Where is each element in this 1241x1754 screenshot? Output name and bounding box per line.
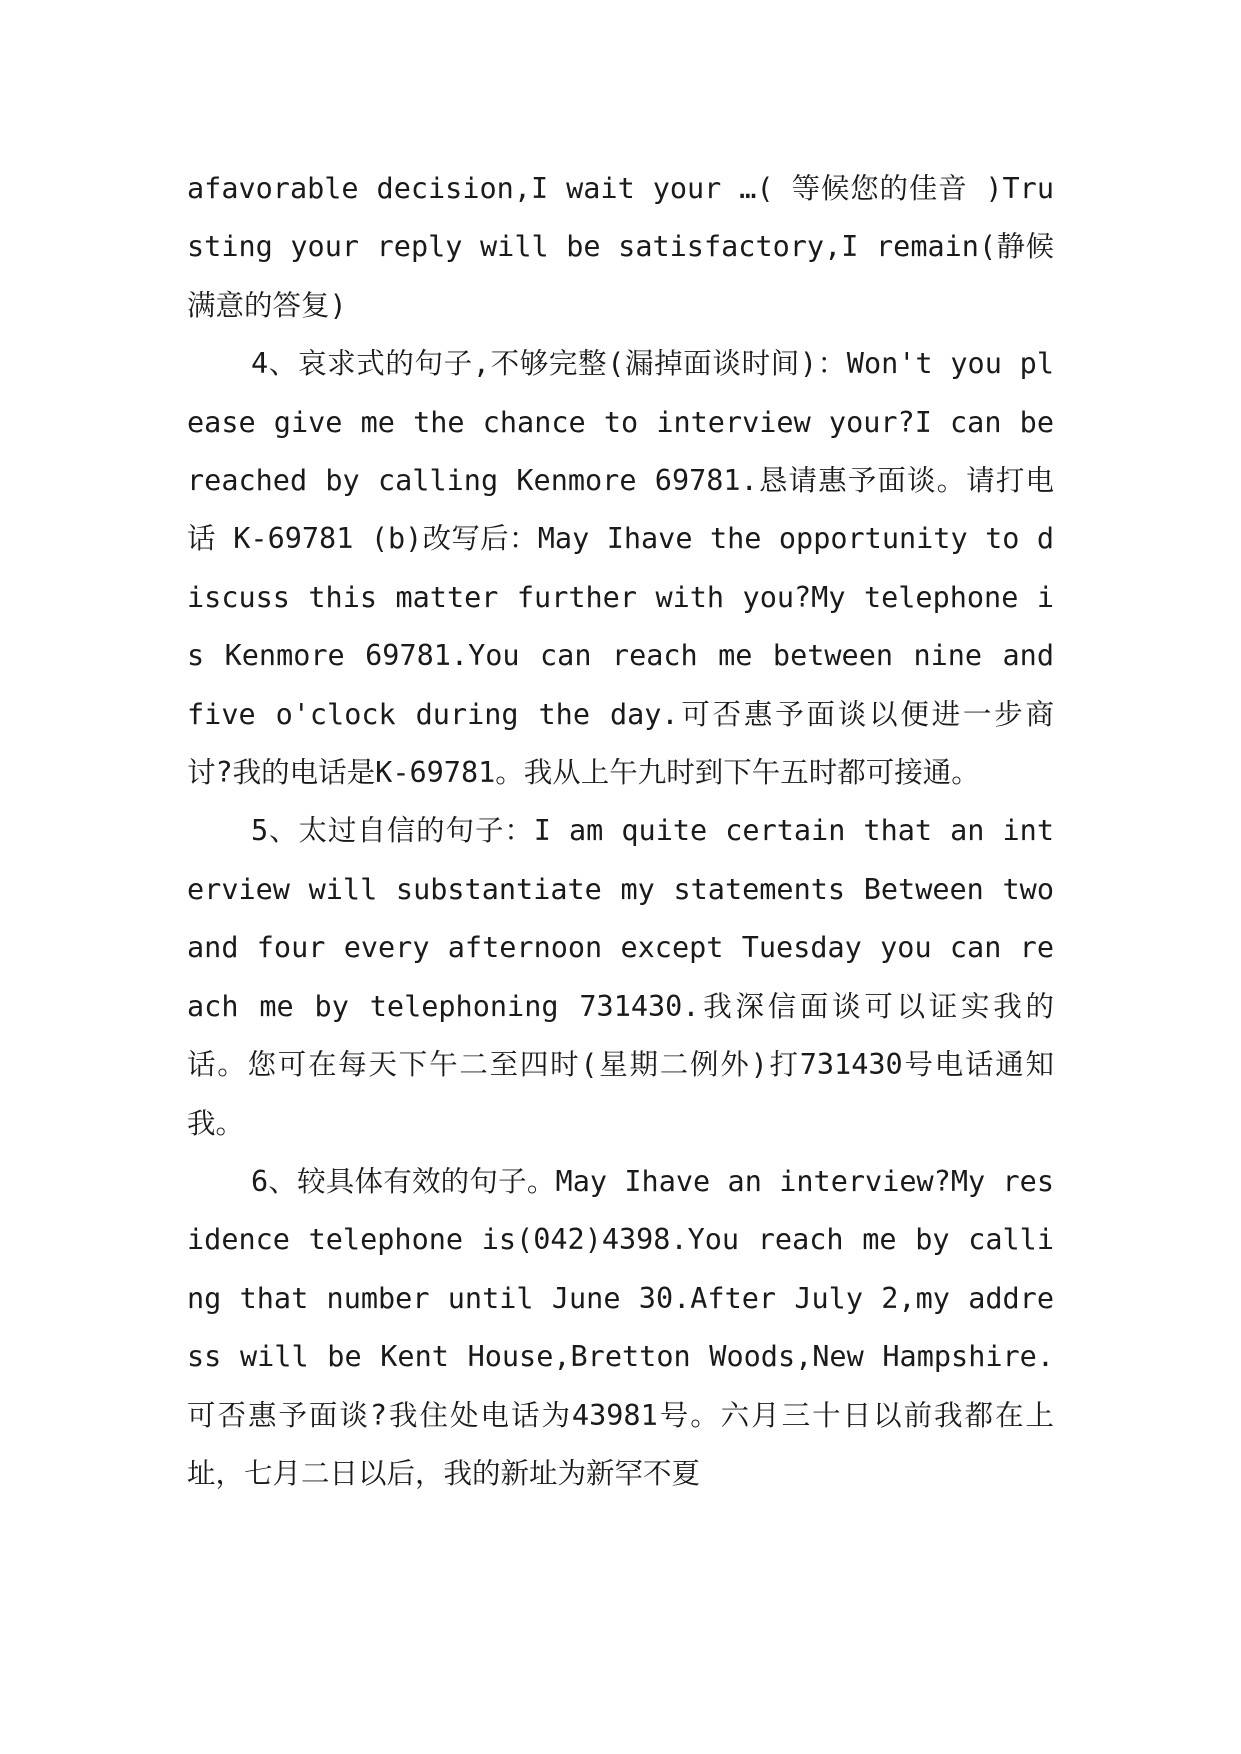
paragraph-item-4: 4、哀求式的句子,不够完整(漏掉面谈时间)：Won't you please give me the chance to interview your?I can be reached by calling Kenmore 69781.恳请惠予面谈。请打电话 K-69781 (b)改写后：May Ihave the opportunity to discuss this matter further with you?My telephone is Kenmore 69781.You can reach me between nine and five o'clock during the day.可否惠予面谈以便进一步商讨?我的电话是K-69781。我从上午九时到下午五时都可接通。 — [187, 347, 1054, 790]
paragraph-item-6: 6、较具体有效的句子。May Ihave an interview?My residence telephone is(042)4398.You reach me by calling that number until June 30.After July 2,my address will be Kent House,Bretton Woods,New Hampshire.可否惠予面谈?我住处电话为43981号。六月三十日以前我都在上址，七月二日以后，我的新址为新罕不夏 — [187, 1164, 1054, 1490]
document-page — [187, 160, 1054, 1503]
paragraph-item-5: 5、太过自信的句子：I am quite certain that an interview will substantiate my statements Between two and four every afternoon except Tuesday you can reach me by telephoning 731430.我深信面谈可以证实我的话。您可在每天下午二至四时(星期二例外)打731430号电话通知我。 — [187, 814, 1054, 1140]
paragraph-continuation: afavorable decision,I wait your …( 等候您的佳音 )Trusting your reply will be satisfactory,I remain(静候满意的答复) — [187, 172, 1054, 322]
